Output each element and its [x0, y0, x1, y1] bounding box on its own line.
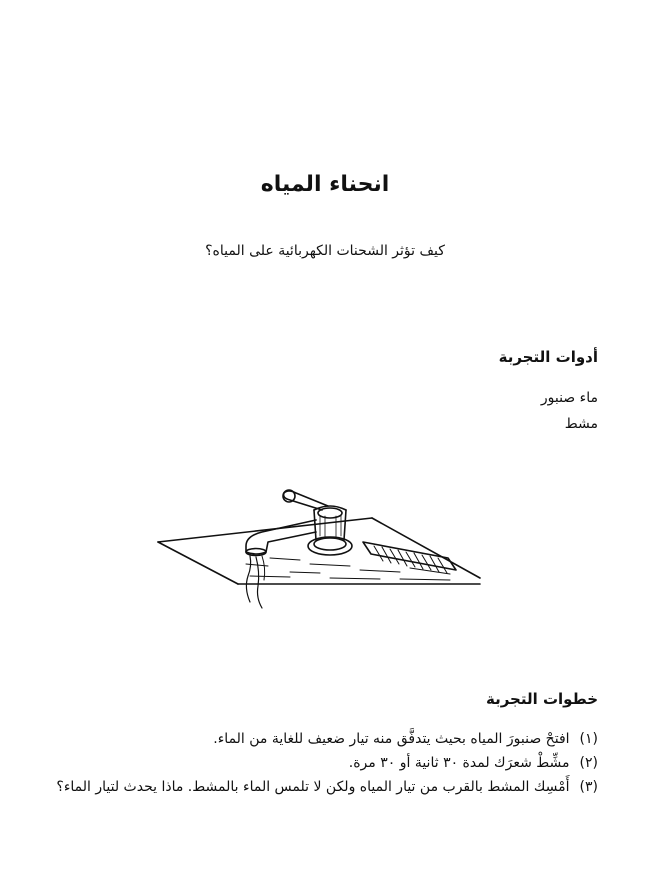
- step-number: (٢): [579, 755, 598, 771]
- material-item-comb: مشط: [564, 416, 598, 432]
- steps-heading: خطوات التجربة: [485, 690, 598, 708]
- step-text: مشِّطْ شعرَك لمدة ٣٠ ثانية أو ٣٠ مرة.: [348, 755, 570, 771]
- steps-list: [38, 727, 598, 799]
- material-item-water: ماء صنبور: [540, 390, 598, 406]
- step-number: (٣): [579, 779, 598, 795]
- step-item: [38, 775, 598, 799]
- page-title: انحناء المياه: [260, 172, 390, 197]
- step-item: [38, 727, 598, 751]
- step-text: افتحْ صنبورَ المياه بحيث يتدفَّق منه تيار ضعيف للغاية من الماء.: [213, 731, 570, 747]
- materials-list: [541, 385, 598, 437]
- materials-heading: أدوات التجربة: [498, 348, 598, 366]
- step-item: [38, 751, 598, 775]
- step-text: أَمْسِك المشط بالقرب من تيار المياه ولكن لا تلمس الماء بالمشط. ماذا يحدث لتيار الماء؟: [56, 779, 570, 795]
- step-number: (١): [579, 731, 598, 747]
- experiment-question: كيف تؤثر الشحنات الكهربائية على المياه؟: [205, 243, 445, 259]
- faucet-sink-illustration: [150, 480, 490, 620]
